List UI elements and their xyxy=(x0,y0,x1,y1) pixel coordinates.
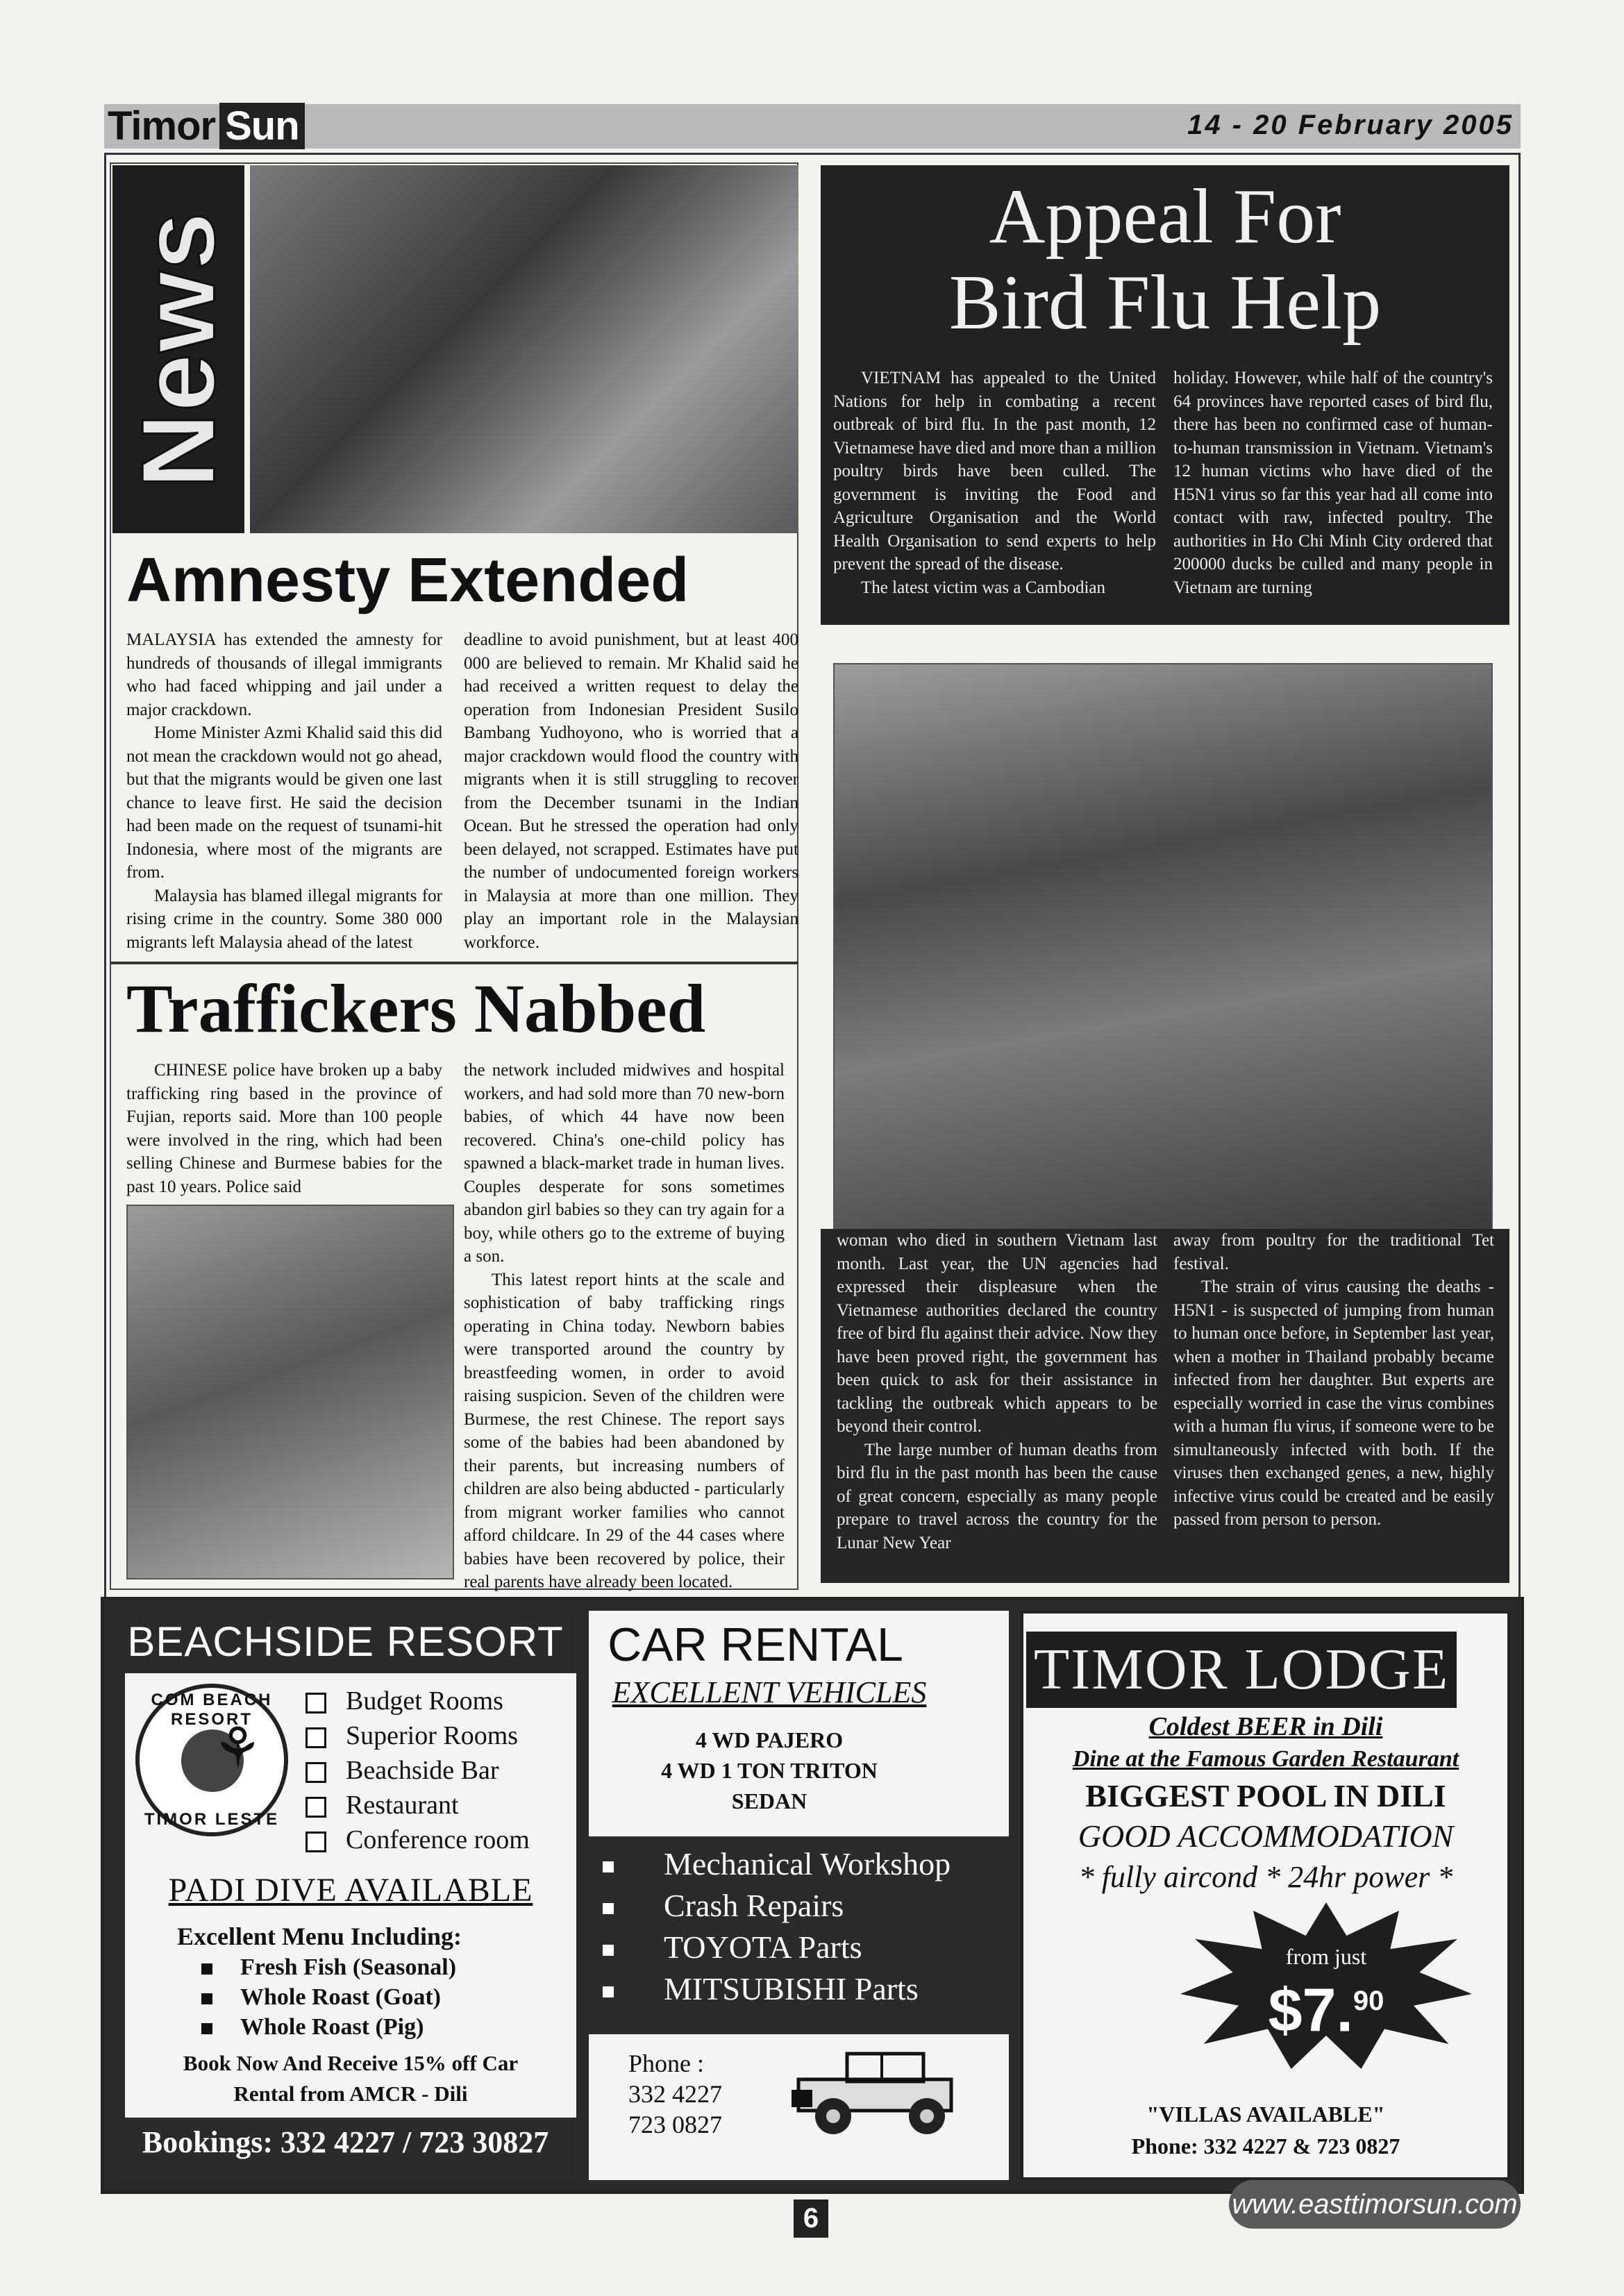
service-item: TOYOTA Parts xyxy=(603,1927,1009,1968)
amenities-checklist xyxy=(305,1684,569,1857)
car-rental-title: CAR RENTAL xyxy=(608,1618,903,1671)
traffickers-para: This latest report hints at the scale and sophistication of baby trafficking rings operating in China today. Newborn babies were transported around the country by breastfeeding women, in order to avoid raising suspicion. Seven of the children were Burmese, the rest Chinese. The report says some of the babies had been abandoned by their parents, but increasing numbers of children are also being abducted - particularly from migrant worker families who cannot afford childcare. In 29 of the 44 cases where babies have been recovered by police, their real parents have already been located. xyxy=(464,1270,785,1591)
amnesty-photo xyxy=(250,165,798,533)
birdflu-bottom-col-1 xyxy=(837,1229,1157,1555)
bullet-icon xyxy=(603,1986,614,1997)
lodge-features-line: * fully aircond * 24hr power * xyxy=(1078,1860,1453,1894)
birdflu-para: The strain of virus causing the deaths - H5N1 - is suspected of jumping from human to human once before, in September last year, when a mother in Thailand probably became infected from her daughter. But experts are especially worried in case the virus combines with a human flu virus, if someone were to be simultaneously infected with both. If the viruses then exchanged genes, a new, highly infective virus could be created and be easily passed from person to person. xyxy=(1173,1277,1494,1529)
traffickers-col-1 xyxy=(126,1059,442,1198)
menu-heading: Excellent Menu Including: xyxy=(176,1922,462,1950)
bullet-icon xyxy=(201,1963,212,1975)
birdflu-para: The large number of human deaths from bird flu in the past month has been the cause of great concern, especially as many people prepare to travel across the country for the Lunar New Year xyxy=(837,1440,1157,1552)
traffickers-col-2 xyxy=(464,1059,785,1594)
checkbox-icon xyxy=(305,1727,326,1748)
section-label: News xyxy=(119,210,237,488)
checklist-item: Beachside Bar xyxy=(305,1753,569,1788)
menu-item: Fresh Fish (Seasonal) xyxy=(201,1952,562,1982)
lodge-accommodation-line: GOOD ACCOMMODATION xyxy=(1078,1818,1454,1854)
bullet-icon xyxy=(201,2023,212,2034)
menu-list xyxy=(201,1952,562,2042)
beachside-title: BEACHSIDE RESORT xyxy=(127,1618,564,1665)
car-rental-phone[interactable]: Phone : 332 4227 723 0827 xyxy=(628,2050,722,2138)
birdflu-para: holiday. However, while half of the country's 64 provinces have reported cases of bird flu, there has been no confirmed case of human-to-human transmission in Vietnam. Vietnam's 12 human victims who have died of the H5N1 virus so far this year had all come into contact with raw, infected poultry. The authorities in Ho Chi Minh City ordered that 200000 ducks be culled and many people in Vietnam are turning xyxy=(1173,369,1493,597)
bookings-phone[interactable]: Bookings: 332 4227 / 723 30827 xyxy=(142,2125,549,2159)
issue-date: 14 - 20 February 2005 xyxy=(1187,110,1514,140)
price-tag: from just $7.90 xyxy=(1268,1944,1384,2045)
menu-item: Whole Roast (Goat) xyxy=(201,1982,562,2012)
birdflu-para: VIETNAM has appealed to the United Nations for help in combating a recent outbreak of bird flu. In the past month, 12 Vietnamese have died and more than a million poultry birds have been culled. The government is inviting the Food and Agriculture Organisation and the World Health Organisation to send experts to help prevent the spread of the disease. xyxy=(833,369,1156,573)
amnesty-para: deadline to avoid punishment, but at least 400 000 are believed to remain. Mr Khalid said he had received a written request to delay the operation from Indonesian President Susilo Bambang Yudhoyono, who is worried that a major crackdown would flood the country with migrants when it is still struggling to recover from the December tsunami in the Indian Ocean. But he stressed the operation had only been delayed, not scrapped. Estimates have put the number of undocumented foreign workers in Malaysia at more than one million. They play an important role in the Malaysian workforce. xyxy=(464,630,798,952)
vehicle-item: 4 WD 1 TON TRITON xyxy=(661,1758,878,1783)
bullet-icon xyxy=(201,1993,212,2004)
service-item: MITSUBISHI Parts xyxy=(603,1968,1009,2010)
bullet-icon xyxy=(603,1903,614,1914)
menu-item: Whole Roast (Pig) xyxy=(201,2012,562,2042)
amnesty-headline: Amnesty Extended xyxy=(126,546,689,615)
checklist-item: Restaurant xyxy=(305,1788,569,1822)
amnesty-para: Malaysia has blamed illegal migrants for rising crime in the country. Some 380 000 migrants left Malaysia ahead of the latest xyxy=(126,886,442,952)
checkbox-icon xyxy=(305,1693,326,1713)
checklist-item: Budget Rooms xyxy=(305,1684,569,1718)
amnesty-para: MALAYSIA has extended the amnesty for hundreds of thousands of illegal immigrants who had faced whipping and jail under a major crackdown. xyxy=(126,630,442,719)
lodge-villas-phone: "VILLAS AVAILABLE" Phone: 332 4227 & 723 0827 xyxy=(1131,2102,1400,2159)
checkbox-icon xyxy=(305,1832,326,1852)
website-url[interactable]: www.easttimorsun.com xyxy=(1229,2180,1521,2229)
traffickers-photo xyxy=(126,1205,454,1579)
resort-seal-logo: COM BEACH RESORT ⚘ TIMOR LESTE xyxy=(135,1684,288,1836)
bullet-icon xyxy=(603,1945,614,1956)
vehicle-item: SEDAN xyxy=(731,1788,807,1813)
article-divider xyxy=(111,962,798,964)
checklist-item: Superior Rooms xyxy=(305,1718,569,1753)
birdflu-para: The latest victim was a Cambodian xyxy=(861,578,1105,597)
service-list xyxy=(603,1843,1009,2010)
timor-lodge-title: TIMOR LODGE xyxy=(1026,1632,1457,1708)
birdflu-para: away from poultry for the traditional Tet festival. xyxy=(1173,1231,1494,1273)
jeep-icon xyxy=(785,2041,972,2138)
traffickers-para: CHINESE police have broken up a baby trafficking ring based in the province of Fujian, reports said. More than 100 people were involved in the ring, which had been selling Chinese and Burmese babies for the past 10 years. Police said xyxy=(126,1061,442,1196)
car-rental-subtitle: EXCELLENT VEHICLES xyxy=(612,1675,927,1709)
bullet-icon xyxy=(603,1861,614,1872)
palm-tree-icon: ⚘ xyxy=(212,1718,262,1779)
service-item: Mechanical Workshop xyxy=(603,1843,1009,1885)
amnesty-para: Home Minister Azmi Khalid said this did not mean the crackdown would not go ahead, but that the migrants would be given one last chance to leave first. He said the decision had been made on the request of tsunami-hit Indonesia, where most of the migrants are from. xyxy=(126,723,442,882)
vehicle-item: 4 WD PAJERO xyxy=(695,1727,844,1752)
vehicle-list xyxy=(589,1725,950,1816)
checkbox-icon xyxy=(305,1797,326,1818)
service-item: Crash Repairs xyxy=(603,1885,1009,1927)
padi-dive-heading: PADI DIVE AVAILABLE xyxy=(168,1872,533,1909)
page-number: 6 xyxy=(794,2199,828,2238)
checklist-item: Conference room xyxy=(305,1822,569,1857)
lodge-beer-line: Coldest BEER in Dili xyxy=(1148,1712,1383,1741)
checkbox-icon xyxy=(305,1762,326,1783)
booking-offer: Book Now And Receive 15% off Car Rental from AMCR - Dili xyxy=(183,2051,519,2106)
birdflu-para: woman who died in southern Vietnam last month. Last year, the UN agencies had expressed their displeasure when the Vietnamese authorities declared the country free of bird flu against their advice. Now they have been proved right, the government has been quick to ask for their assistance in tackling the outbreak which appears to be beyond their control. xyxy=(837,1231,1157,1436)
lodge-restaurant-line: Dine at the Famous Garden Restaurant xyxy=(1072,1746,1459,1772)
birdflu-bottom-col-2 xyxy=(1173,1229,1494,1532)
lodge-pool-line: BIGGEST POOL IN DILI xyxy=(1085,1778,1446,1813)
birdflu-headline: Appeal For Bird Flu Help xyxy=(948,174,1382,346)
masthead-logo[interactable]: Timor Sun xyxy=(108,103,305,149)
amnesty-col-1 xyxy=(126,628,442,954)
birdflu-photo xyxy=(833,663,1493,1232)
birdflu-top-col-1 xyxy=(833,367,1156,599)
traffickers-headline: Traffickers Nabbed xyxy=(126,970,706,1047)
traffickers-para: the network included midwives and hospital workers, and had sold more than 70 new-born babies, of which 44 have now been recovered. China's one-child policy has spawned a black-market trade in human lives. Couples desperate for sons sometimes abandon girl babies so they can try again for a boy, while others go to the extreme of buying a son. xyxy=(464,1061,785,1266)
amnesty-col-2 xyxy=(464,628,798,954)
birdflu-top-col-2 xyxy=(1173,367,1493,599)
